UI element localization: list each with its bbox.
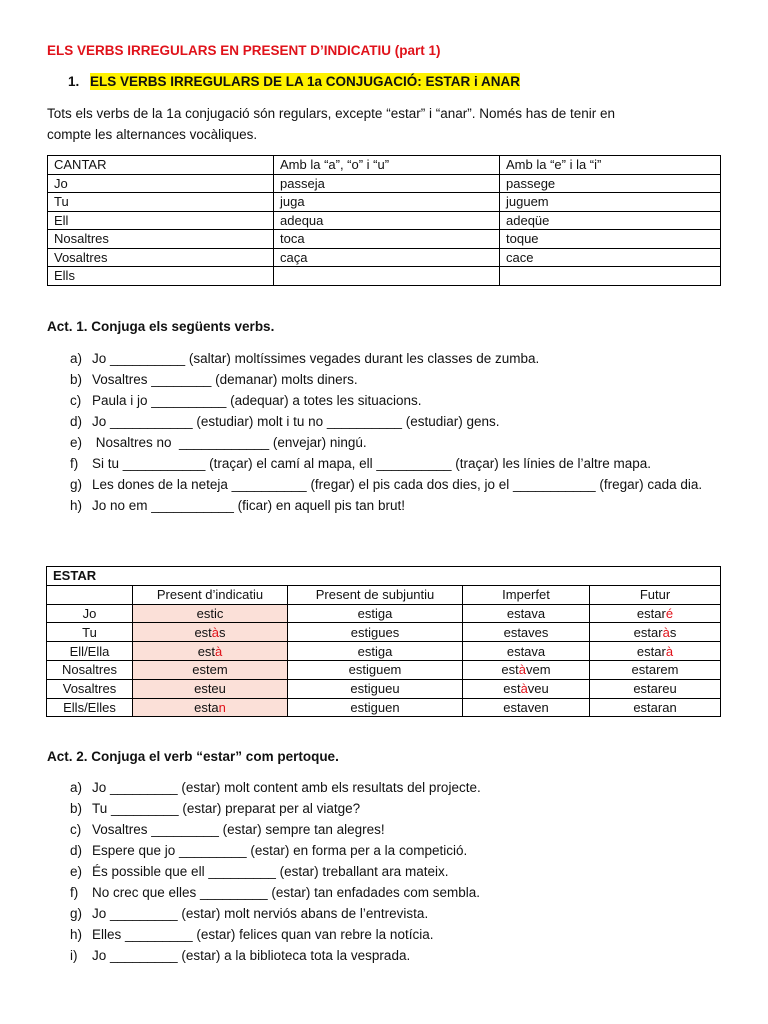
present-cell: esteu [133, 679, 288, 698]
item-marker: g) [70, 477, 83, 492]
imperfect-cell: estàveu [463, 679, 590, 698]
future-cell: estaré [590, 604, 721, 623]
subjunctive-cell: estiga [288, 604, 463, 623]
present-cell: estem [133, 660, 288, 679]
person-cell: Tu [47, 623, 133, 642]
table-cell: toque [500, 230, 721, 249]
list-item [47, 390, 737, 411]
table-cell: passege [500, 174, 721, 193]
table-row [47, 604, 721, 623]
item-marker: h) [70, 927, 83, 942]
table-row [48, 230, 721, 249]
table-cell: cace [500, 248, 721, 267]
item-marker: f) [70, 456, 79, 471]
future-cell: estarà [590, 642, 721, 661]
item-text: Jo __________ (saltar) moltíssimes vegades durant les classes de zumba. [92, 351, 540, 366]
item-marker: d) [70, 843, 83, 858]
item-text: Les dones de la neteja __________ (fregar) el pis cada dos dies, jo el ___________ (fregar) cada dia. [92, 477, 703, 492]
item-text: És possible que ell _________ (estar) treballant ara mateix. [92, 864, 449, 879]
list-item [47, 882, 737, 903]
act2-list [47, 777, 737, 966]
table-row [47, 679, 721, 698]
table-row [47, 698, 721, 717]
person-cell: Vosaltres [47, 679, 133, 698]
table-header-cell: Present de subjuntiu [288, 585, 463, 604]
list-item [47, 861, 737, 882]
item-text: Jo _________ (estar) molt content amb els resultats del projecte. [92, 780, 481, 795]
table-header-row [47, 585, 721, 604]
table-cell: Jo [48, 174, 274, 193]
list-item [47, 474, 737, 495]
table-header-row [48, 156, 721, 175]
item-text: Paula i jo __________ (adequar) a totes les situacions. [92, 393, 422, 408]
imperfect-cell: estaves [463, 623, 590, 642]
page-title: ELS VERBS IRREGULARS EN PRESENT D’INDICATIU (part 1) [47, 43, 441, 58]
item-text: Nosaltres no ____________ (envejar) ningú. [92, 435, 367, 450]
future-cell: estareu [590, 679, 721, 698]
item-text: Vosaltres _________ (estar) sempre tan alegres! [92, 822, 385, 837]
item-marker: e) [70, 864, 83, 879]
item-text: Tu _________ (estar) preparat per al viatge? [92, 801, 361, 816]
item-text: Espere que jo _________ (estar) en forma per a la competició. [92, 843, 468, 858]
act1-list [47, 348, 737, 516]
table-row [48, 248, 721, 267]
subjunctive-cell: estiguem [288, 660, 463, 679]
intro-line: Tots els verbs de la 1a conjugació són regulars, excepte “estar” i “anar”. Només has de tenir en [47, 106, 616, 121]
table-cell: Ells [48, 267, 274, 286]
table-row [47, 623, 721, 642]
future-cell: estaran [590, 698, 721, 717]
table-cell: Tu [48, 193, 274, 212]
item-marker: a) [70, 780, 83, 795]
table-cell: Nosaltres [48, 230, 274, 249]
act2-heading: Act. 2. Conjuga el verb “estar” com pertoque. [47, 749, 339, 764]
table-header-cell: Present d’indicatiu [133, 585, 288, 604]
item-marker: a) [70, 351, 83, 366]
item-marker: b) [70, 801, 83, 816]
list-item [47, 495, 737, 516]
imperfect-cell: estava [463, 642, 590, 661]
table-cell [274, 267, 500, 286]
item-marker: e) [70, 435, 83, 450]
item-text: Jo no em ___________ (ficar) en aquell pis tan brut! [92, 498, 405, 513]
present-cell: està [133, 642, 288, 661]
list-item [47, 798, 737, 819]
imperfect-cell: estava [463, 604, 590, 623]
item-text: Jo ___________ (estudiar) molt i tu no __________ (estudiar) gens. [92, 414, 500, 429]
imperfect-cell: estàvem [463, 660, 590, 679]
section-heading [68, 74, 520, 89]
item-text: No crec que elles _________ (estar) tan enfadades com sembla. [92, 885, 480, 900]
table-header-cell: Amb la “a”, “o” i “u” [274, 156, 500, 175]
table-header-cell: Amb la “e” i la “i” [500, 156, 721, 175]
item-marker: f) [70, 885, 79, 900]
table-title-row [47, 567, 721, 586]
subjunctive-cell: estiga [288, 642, 463, 661]
table-cell: adeqüe [500, 211, 721, 230]
person-cell: Ells/Elles [47, 698, 133, 717]
item-marker: b) [70, 372, 83, 387]
section-number: 1. [68, 74, 80, 89]
table-row [48, 174, 721, 193]
item-marker: g) [70, 906, 83, 921]
subjunctive-cell: estigueu [288, 679, 463, 698]
intro-paragraph [47, 103, 727, 145]
item-text: Jo _________ (estar) a la biblioteca tota la vesprada. [92, 948, 411, 963]
item-marker: c) [70, 822, 82, 837]
table-cell: caça [274, 248, 500, 267]
table-cell: toca [274, 230, 500, 249]
section-title: ELS VERBS IRREGULARS DE LA 1a CONJUGACIÓ: ESTAR i ANAR [90, 74, 521, 89]
table-cell: juga [274, 193, 500, 212]
future-cell: estaràs [590, 623, 721, 642]
estar-table [46, 566, 721, 717]
item-text: Elles _________ (estar) felices quan van rebre la notícia. [92, 927, 434, 942]
table-cell: Vosaltres [48, 248, 274, 267]
subjunctive-cell: estiguen [288, 698, 463, 717]
subjunctive-cell: estigues [288, 623, 463, 642]
future-cell: estarem [590, 660, 721, 679]
table-title: ESTAR [47, 567, 721, 586]
imperfect-cell: estaven [463, 698, 590, 717]
list-item [47, 777, 737, 798]
table-row [48, 267, 721, 286]
item-text: Vosaltres ________ (demanar) molts diners. [92, 372, 358, 387]
list-item [47, 432, 737, 453]
table-row [47, 660, 721, 679]
table-header-cell: CANTAR [48, 156, 274, 175]
item-marker: d) [70, 414, 83, 429]
table-header-cell [47, 585, 133, 604]
list-item [47, 453, 737, 474]
intro-line: compte les alternances vocàliques. [47, 127, 258, 142]
table-cell: juguem [500, 193, 721, 212]
list-item [47, 348, 737, 369]
person-cell: Nosaltres [47, 660, 133, 679]
list-item [47, 924, 737, 945]
list-item [47, 369, 737, 390]
table-row [47, 642, 721, 661]
item-marker: i) [70, 948, 78, 963]
item-text: Si tu ___________ (traçar) el camí al mapa, ell __________ (traçar) les línies de l’altre mapa. [92, 456, 652, 471]
person-cell: Ell/Ella [47, 642, 133, 661]
list-item [47, 819, 737, 840]
list-item [47, 840, 737, 861]
table-cell: Ell [48, 211, 274, 230]
list-item [47, 411, 737, 432]
present-cell: estic [133, 604, 288, 623]
table-cell: adequa [274, 211, 500, 230]
list-item [47, 945, 737, 966]
table-row [48, 211, 721, 230]
table-row [48, 193, 721, 212]
table-header-cell: Imperfet [463, 585, 590, 604]
person-cell: Jo [47, 604, 133, 623]
table-cell [500, 267, 721, 286]
act1-heading: Act. 1. Conjuga els següents verbs. [47, 319, 275, 334]
cantar-table [47, 155, 721, 286]
list-item [47, 903, 737, 924]
table-header-cell: Futur [590, 585, 721, 604]
present-cell: estan [133, 698, 288, 717]
item-marker: h) [70, 498, 83, 513]
item-marker: c) [70, 393, 82, 408]
table-cell: passeja [274, 174, 500, 193]
present-cell: estàs [133, 623, 288, 642]
item-text: Jo _________ (estar) molt nerviós abans de l’entrevista. [92, 906, 429, 921]
